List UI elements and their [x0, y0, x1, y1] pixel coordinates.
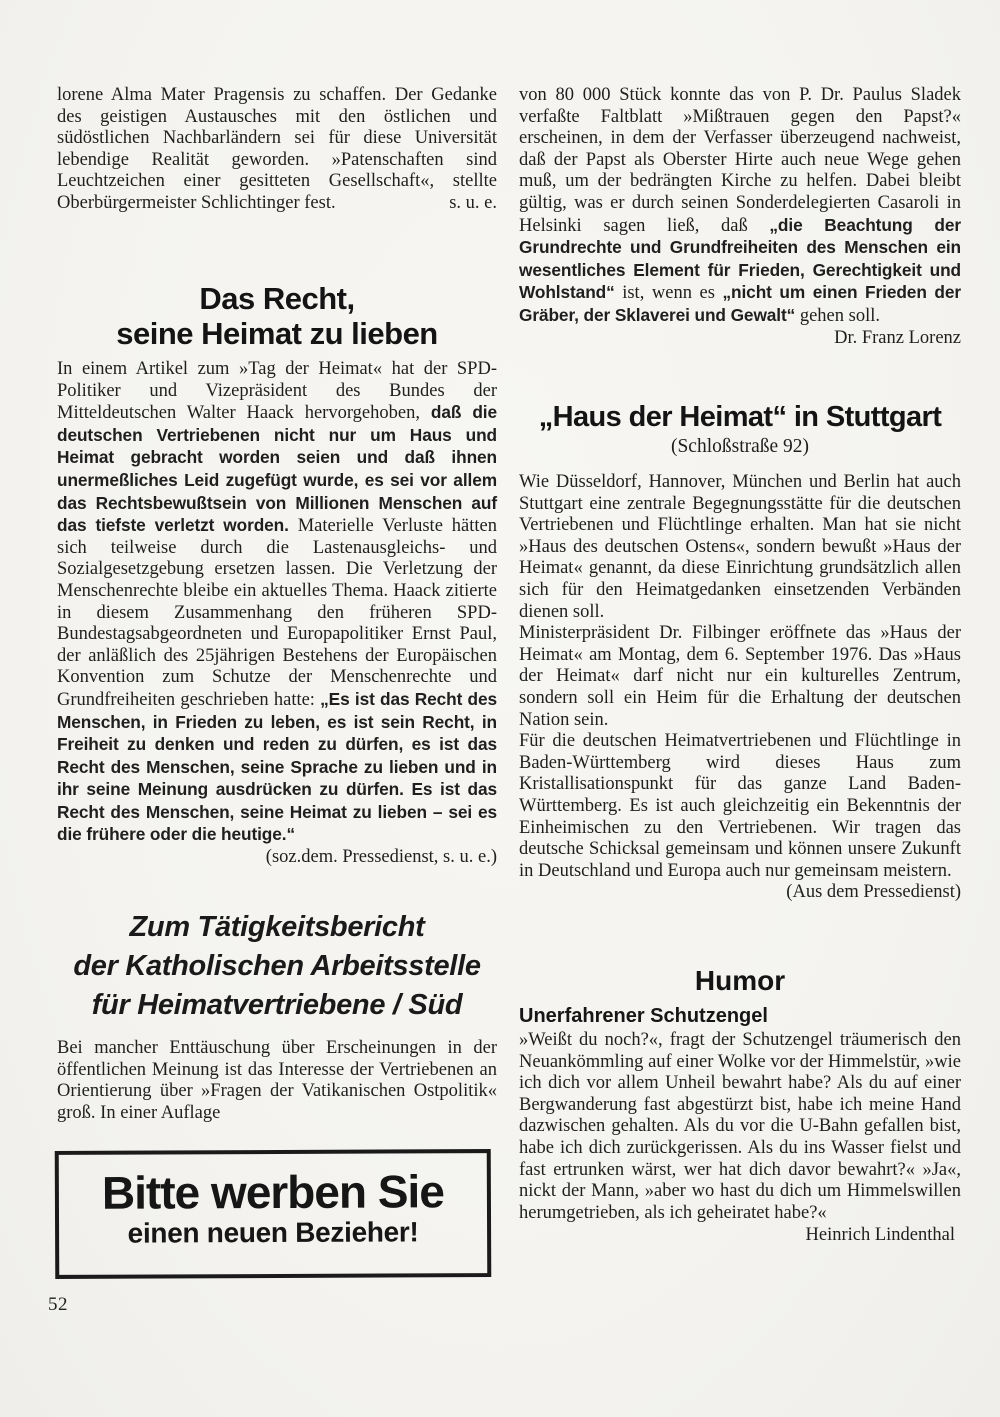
subscription-ad-box: [55, 1149, 492, 1279]
title-line-3: für Heimatvertriebene / Süd: [91, 989, 463, 1021]
title-line-2: seine Heimat zu lieben: [116, 316, 438, 351]
article-das-recht-title: [57, 281, 497, 351]
intro-attribution: s. u. e.: [449, 192, 497, 213]
article-das-recht: [57, 281, 497, 869]
intro-runs: lorene Alma Mater Pragensis zu schaffen. Der Gedanke des geistigen Austausches mit den östlichen und südöstlichen Nachbarländern sei für diese Universität lebendige Realität geworden. »Patenschaften sind Leuchtzeichen einer gesitteten Gesellschaft«, stellte Oberbürgermeister Schlichtinger fest.: [57, 85, 497, 213]
ad-line-1: Bitte werben Sie: [101, 1165, 444, 1219]
article-das-recht-text: [57, 359, 497, 868]
continuation-runs: von 80 000 Stück konnte das von P. Dr. Paulus Sladek verfaßte Faltblatt »Mißtrauen gegen den Papst?« erscheinen, in dem der Verfasser überzeugend nachweist, daß der Papst als Oberster Hirte auch neue Wege gehen muß, um der bedrängten Kirche zu helfen. Dabei bleibt gültig, was er durch seinen Sonderdelegierten Casaroli in Helsinki sagen ließ, daß „die Beachtung der Grundrechte und Grundfreiheiten des Menschen ein wesentliches Element für Frieden, Gerechtigkeit und Wohlstand“ ist, wenn es „nicht um einen Frieden der Gräber, der Sklaverei und Gewalt“ gehen soll.: [519, 85, 962, 326]
humor-title: Humor: [694, 965, 786, 996]
article-taetigkeitsbericht-title: [57, 908, 497, 1025]
ad-line-2: einen neuen Bezieher!: [127, 1216, 419, 1249]
title-line-1: Zum Tätigkeitsbericht: [129, 911, 425, 943]
continuation-attribution: Dr. Franz Lorenz: [834, 327, 961, 348]
article-das-recht-attribution: (soz.dem. Pressedienst, s. u. e.): [265, 847, 497, 868]
article-haus-der-heimat-attribution: (Aus dem Pressedienst): [786, 882, 961, 903]
paragraph-2: Ministerpräsident Dr. Filbinger eröffnete das »Haus der Heimat« am Montag, dem 6. September 1976. Das »Haus der Heimat« darf nicht nur ein kulturelles Zentrum, sondern soll ein Heim für die Erhaltung der deutschen Nation sein.: [519, 623, 961, 730]
humor-subtitle: Unerfahrener Schutzengel: [519, 1005, 768, 1027]
paragraph-1: Wie Düsseldorf, Hannover, München und Berlin hat auch Stuttgart eine zentrale Begegnungsstätte für die deutschen Vertriebenen und Flüchtlinge erhalten. Man hat sie nicht »Haus des deutschen Ostens«, sondern bewußt »Haus der Heimat« genannt, da diese Einrichtung grundsätzlich allen sich für den Heimatgedanken einsetzenden Verbänden dienen soll.: [519, 472, 961, 622]
article-haus-der-heimat: [519, 400, 961, 904]
continuation-text: [519, 85, 962, 348]
article-taetigkeitsbericht-body: [57, 1038, 497, 1124]
article-haus-der-heimat-subtitle: (Schloßstraße 92): [670, 436, 810, 457]
title-line-1: Das Recht,: [199, 281, 355, 316]
article-taetigkeitsbericht-text: Bei mancher Enttäuschung über Erscheinungen in der öffentlichen Meinung ist das Interesse der Vertriebenen an Orientierung über »Fragen der Vatikanischen Ostpolitik« groß. In einer Auflage: [57, 1038, 497, 1123]
page-number: 52: [48, 1294, 68, 1315]
article-das-recht-runs: In einem Artikel zum »Tag der Heimat« hat der SPD-Politiker und Vizepräsident des Bundes der Mitteldeutschen Walter Haack hervorgehoben, daß die deutschen Vertriebenen nicht nur um Haus und Heimat gebracht worden seien und daß ihnen unermeßliches Leid zugefügt wurde, es sei vor allem das Rechtsbewußtsein von Millionen Menschen auf das tiefste verletzt worden. Materielle Verluste hätten sich teilweise durch die Lastenausgleichs- und Sozialgesetzgebung ersetzen lassen. Die Verletzung der Menschenrechte bleibe ein aktuelles Thema. Haack zitierte in diesem Zusammenhang den früheren SPD-Bundestagsabgeordneten und Europapolitiker Ernst Paul, der anläßlich des 25jährigen Bestehens der Europäischen Konvention zum Schutze der Menschenrechte und Grundfreiheiten geschrieben hatte: „Es ist das Recht des Menschen, in Frieden zu leben, es ist sein Recht, in Freiheit zu denken und reden zu dürfen, es ist das Recht des Menschen, seine Sprache zu lieben und in ihr seine Meinung ausdrücken zu dürfen. Es ist das Recht des Menschen, seine Heimat zu lieben – sei es die frühere oder die heutige.“: [57, 359, 497, 845]
article-das-recht-body: [57, 359, 497, 868]
humor-text: »Weißt du noch?«, fragt der Schutzengel träumerisch den Neuankömmling auf einer Wolke vor der Himmelstür, »wie ich dich vor allem Unheil bewahrt habe? Als du auf einer Bergwanderung fast abgestürzt bist, habe ich meine Hand dazwischen gehalten. Als du vor die U-Bahn gefallen bist, habe ich dich zurückgerissen. Als du ins Wasser fielst und fast ertrunken wärst, wer hat dich davor bewahrt?« »Ja«, nickt der Mann, »aber wo hast du dich um Himmelswillen herumgetrieben, als ich geheiratet habe?«: [519, 1030, 961, 1223]
humor-body: [519, 1030, 961, 1224]
title-line-2: der Katholischen Arbeitsstelle: [73, 950, 481, 982]
intro-text: [57, 85, 497, 215]
continuation-paragraph: [519, 85, 961, 349]
article-haus-der-heimat-body: [519, 472, 961, 903]
paragraph-3-text: Für die deutschen Heimatvertriebenen und Flüchtlinge in Baden-Württemberg wird dieses Haus zum Kristallisationspunkt für das ganze Land Baden-Württemberg. Es ist auch gleichzeitig ein Bekenntnis der Einheimischen zu den Vertriebenen. Wir tragen das deutsche Schicksal gemeinsam und können unsere Zukunft in Deutschland und Europa auch nur gemeinsam meistern.: [519, 731, 961, 881]
paragraph-3: [519, 731, 961, 903]
article-taetigkeitsbericht: [57, 908, 497, 1124]
intro-paragraph: [57, 85, 497, 215]
humor-signature: Heinrich Lindenthal: [805, 1225, 955, 1246]
article-haus-der-heimat-title: „Haus der Heimat“ in Stuttgart: [538, 401, 942, 433]
humor-section: [519, 964, 961, 1265]
